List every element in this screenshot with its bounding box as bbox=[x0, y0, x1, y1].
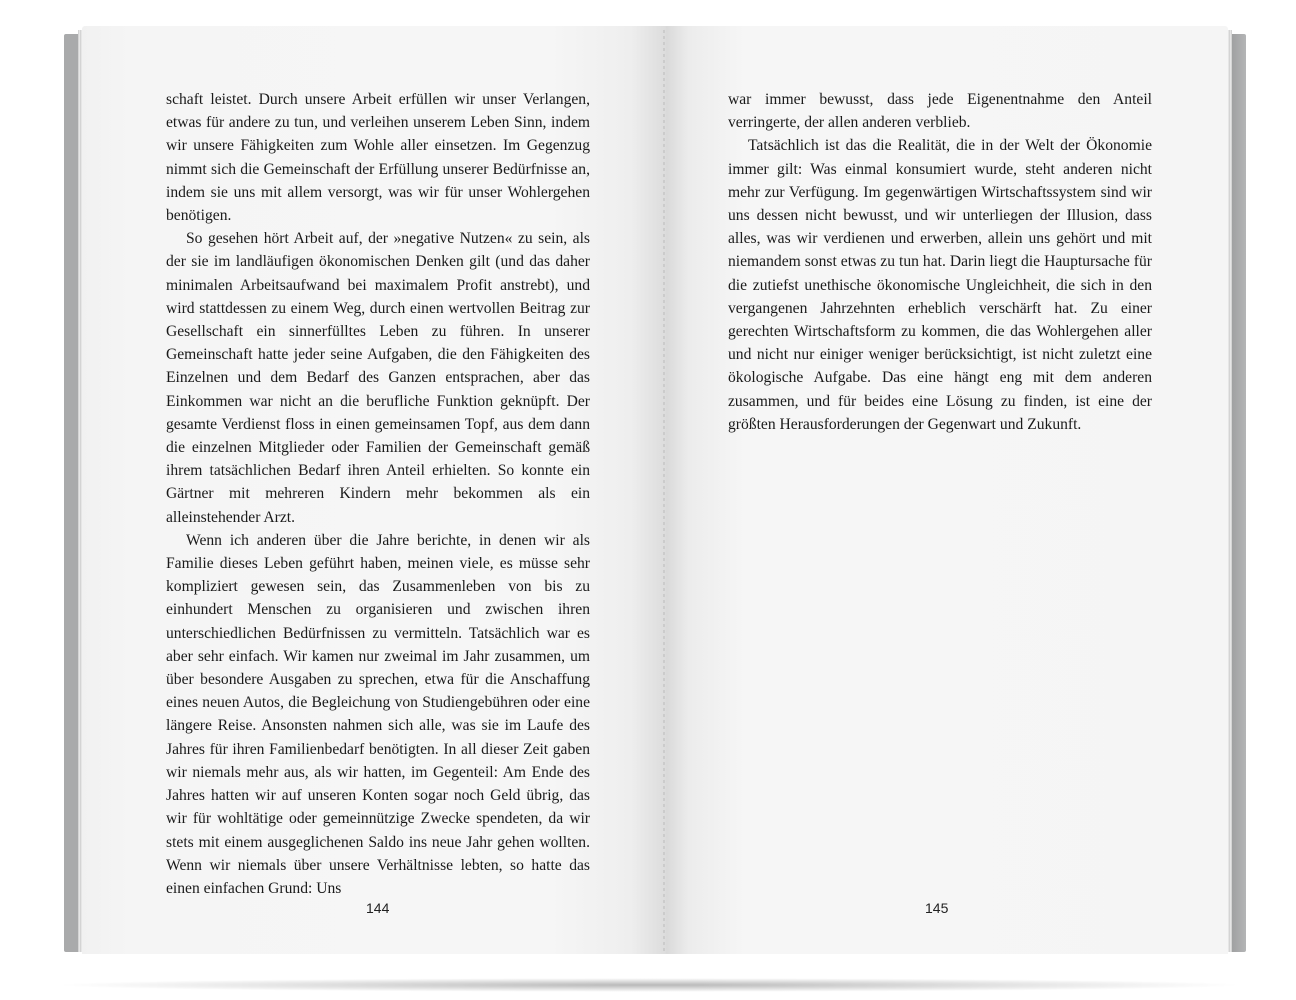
book-spine bbox=[663, 30, 665, 954]
paragraph: So gesehen hört Arbeit auf, der »negative Nutzen« zu sein, als der sie im landläufigen ökonomischen Denken gilt (und das daher minimalen Arbeitsaufwand bei maximalem Profit anstrebt), und wird stattdessen zu einem Weg, durch einen wertvollen Beitrag zur Gesellschaft ein sinnerfülltes Leben zu führen. In unserer Gemeinschaft hatte jeder seine Aufgaben, die den Fähigkeiten des Einzelnen und dem Bedarf des Ganzen entsprachen, aber das Einkommen war nicht an die berufliche Funktion geknüpft. Der gesamte Verdienst floss in einen gemeinsamen Topf, aus dem dann die einzelnen Mitglieder oder Familien der Gemeinschaft gemäß ihrem tatsächlichen Bedarf ihren Anteil erhielten. So konnte ein Gärtner mit mehreren Kindern mehr bekommen als ein alleinstehender Arzt. bbox=[166, 230, 590, 526]
right-page-text bbox=[728, 88, 1152, 436]
paragraph: schaft leistet. Durch unsere Arbeit erfüllen wir unser Verlangen, etwas für andere zu tun, und verleihen unserem Leben Sinn, indem wir unsere Fähigkeiten zum Wohle aller einsetzen. Im Gegenzug nimmt sich die Gemeinschaft der Erfüllung unserer Bedürfnisse an, indem sie uns mit allem versorgt, was wir für unser Wohlergehen benötigen. bbox=[166, 91, 590, 225]
paragraph: war immer bewusst, dass jede Eigenentnahme den Anteil verringerte, der allen anderen verblieb. bbox=[728, 91, 1152, 132]
paragraph: Wenn ich anderen über die Jahre berichte, in denen wir als Familie dieses Leben geführt haben, meinen viele, es müsse sehr kompliziert gewesen sein, das Zusammenleben von bis zu einhundert Menschen zu organisieren und zwischen ihren unterschiedlichen Bedürfnissen zu vermitteln. Tatsächlich war es aber sehr einfach. Wir kamen nur zweimal im Jahr zusammen, um über besondere Ausgaben zu sprechen, etwa für die Anschaffung eines neuen Autos, die Begleichung von Studiengebühren oder eine längere Reise. Ansonsten nahmen sich alle, was sie im Laufe des Jahres für ihren Familienbedarf benötigten. In all dieser Zeit gaben wir niemals mehr aus, als wir hatten, im Gegenteil: Am Ende des Jahres hatten wir auf unseren Konten sogar noch Geld übrig, das wir für wohltätige oder gemeinnützige Zwecke spendeten, da wir stets mit einem ausgeglichenen Saldo ins neue Jahr gehen wollten. Wenn wir niemals über unsere Verhältnisse lebten, so hatte das einen einfachen Grund: Uns bbox=[166, 531, 590, 897]
book-shadow bbox=[52, 978, 1247, 992]
paragraph: Tatsächlich ist das die Realität, die in der Welt der Ökonomie immer gilt: Was einmal konsumiert wurde, steht anderen nicht mehr zur Verfügung. Im gegenwärtigen Wirtschaftssystem sind wir uns dessen nicht bewusst, und wir unterliegen der Illusion, dass alles, was wir verdienen und erwerben, allein uns gehört und mit niemandem sonst etwas zu tun hat. Darin liegt die Hauptursache für die zutiefst unethische ökonomische Ungleichheit, die sich in den vergangenen Jahrzehnten erheblich verschärft hat. Zu einer gerechten Wirtschaftsform zu kommen, die das Wohlergehen aller und nicht nur einiger weniger berücksichtigt, ist nicht zuletzt eine ökologische Aufgabe. Das eine hängt eng mit dem anderen zusammen, und für beides eine Lösung zu finden, ist eine der größten Herausforderungen der Gegenwart und Zukunft. bbox=[728, 137, 1152, 433]
left-page-text bbox=[166, 88, 590, 900]
page-number-left: 144 bbox=[366, 900, 390, 916]
page-number-right: 145 bbox=[925, 900, 949, 916]
